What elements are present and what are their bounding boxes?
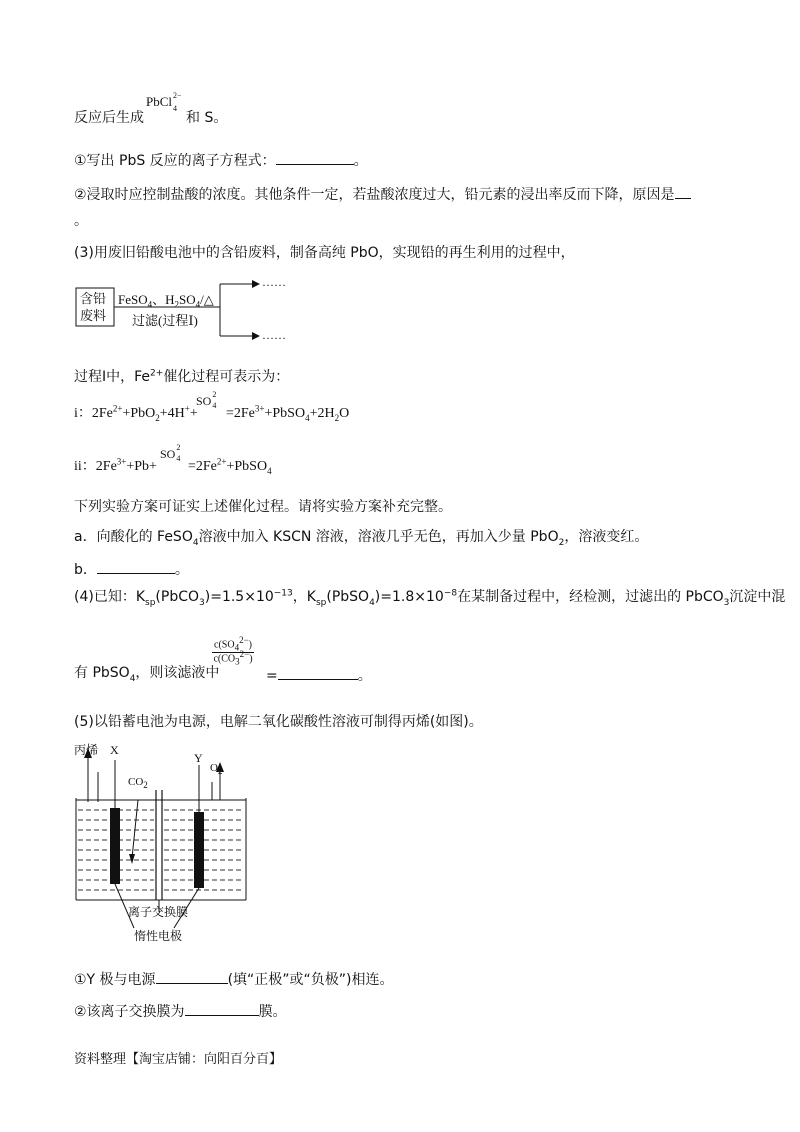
line-pbcl4-post: 和 S。 — [186, 110, 228, 126]
plan-b — [74, 560, 189, 577]
text-pre: 有 PbSO — [74, 665, 130, 681]
answer-blank[interactable] — [675, 185, 691, 199]
question-2-1 — [74, 151, 368, 168]
o2-text: O — [210, 762, 218, 774]
sub: 3 — [235, 656, 240, 667]
label-x: X — [110, 743, 119, 757]
sulfate-ion-2 — [160, 443, 183, 463]
text-pre: 反应后生成 — [74, 110, 144, 126]
end-mark: 。 — [353, 153, 368, 169]
eq-term: +4H — [159, 406, 185, 421]
sulfate-ion-1 — [196, 390, 219, 410]
question-2-2 — [74, 185, 691, 202]
eq-term: +Pb+ — [126, 459, 157, 474]
cell-outline — [76, 790, 246, 900]
answer-blank[interactable] — [276, 151, 354, 165]
text: (PbSO — [326, 589, 370, 605]
electrode-x — [110, 808, 120, 884]
box-label-1: 含铅 — [80, 291, 107, 306]
formula-pbcl4 — [146, 91, 182, 113]
co2-label — [128, 776, 148, 791]
sub: 4 — [176, 454, 181, 463]
eq-term: +PbO — [122, 406, 156, 421]
end-mark: 。 — [174, 562, 189, 578]
reagent-so: SO — [179, 292, 196, 307]
eq-term: +PbSO — [226, 459, 268, 474]
answer-blank[interactable] — [185, 1002, 259, 1016]
plan-a — [74, 529, 649, 548]
heat-mark: /△ — [200, 292, 214, 307]
arrow-bottom — [252, 332, 260, 340]
text: (PbCO — [155, 589, 200, 605]
text-pre: b． — [74, 562, 97, 578]
sub: 4 — [369, 597, 375, 608]
fraction — [212, 635, 254, 667]
text-post: 膜。 — [258, 1004, 287, 1020]
sub: 2 — [217, 766, 223, 777]
sub: 4 — [212, 401, 217, 410]
sep: 、 — [152, 292, 166, 307]
sup: 3+ — [254, 403, 265, 414]
text-post: 催化过程可表示为： — [163, 369, 290, 385]
equation-ii-rhs — [188, 456, 272, 476]
eq-lead: ii：2Fe — [74, 459, 117, 474]
sup: −13 — [273, 588, 293, 599]
pbcl-text: PbCl — [146, 94, 173, 109]
denominator — [212, 648, 254, 667]
text-pre: ②该离子交换膜为 — [74, 1004, 185, 1020]
membrane-label: 离子交换膜 — [128, 905, 189, 919]
text-post: ，溶液变红。 — [564, 529, 649, 545]
text-mid: 溶液中加入 KSCN 溶液，溶液几乎无色，再加入少量 PbO — [198, 529, 559, 545]
question-text: ②浸取时应控制盐酸的浓度。其他条件一定，若盐酸浓度过大，铅元素的浸出率反而下降，原因是 — [74, 187, 675, 203]
text: 在某制备过程中，经检测，过滤出的 PbCO — [457, 589, 724, 605]
electrolyte-dashes — [78, 810, 244, 890]
text-pre: (4)已知：K — [74, 589, 146, 605]
text: )=1.8×10 — [374, 589, 444, 605]
sub: 2 — [334, 412, 340, 423]
sub: 2 — [143, 780, 148, 791]
den-end: ) — [249, 653, 253, 665]
sup: 2 — [176, 443, 181, 452]
co2-arrow — [129, 854, 135, 864]
sub: 2 — [155, 412, 160, 423]
question-5: (5)以铅蓄电池为电源，电解二氧化碳酸性溶液可制得丙烯(如图)。 — [74, 714, 483, 730]
equation-ii — [74, 456, 157, 474]
sup: 2+ — [216, 456, 227, 467]
sub: 3 — [199, 597, 205, 608]
text: ，K — [292, 589, 316, 605]
box-label-2: 废料 — [80, 308, 107, 323]
concentration-ratio — [212, 635, 254, 667]
sub: sp — [145, 597, 156, 608]
equation-i — [74, 403, 198, 423]
den-text: c(CO — [213, 653, 236, 665]
question-5-2 — [74, 1002, 287, 1019]
reagent-feso: FeSO — [118, 292, 148, 307]
plan-intro: 下列实验方案可证实上述催化过程。请将实验方案补充完整。 — [74, 499, 452, 515]
sub: 2 — [558, 537, 565, 548]
sub: 2 — [174, 299, 180, 310]
sub: 4 — [147, 299, 153, 310]
output-top: …… — [262, 275, 286, 289]
eq-term: +2H — [309, 406, 335, 421]
eq-term: O — [339, 406, 350, 421]
text-pre: ①Y 极与电源 — [74, 972, 156, 988]
sub: 4 — [195, 299, 201, 310]
o2-label — [210, 762, 223, 777]
co2-text: CO — [128, 776, 144, 788]
equation-i-rhs — [226, 403, 350, 423]
eq-term: =2Fe — [188, 459, 217, 474]
text: )=1.5×10 — [204, 589, 274, 605]
eq-term: =2Fe — [226, 406, 255, 421]
text: 沉淀中混 — [729, 589, 786, 605]
ratio-answer — [266, 666, 372, 683]
sup: 2+ — [112, 403, 123, 414]
end-mark: 。 — [357, 668, 372, 684]
sub: 4 — [192, 537, 199, 548]
answer-blank[interactable] — [278, 666, 358, 680]
footer-credit: 资料整理【淘宝店铺：向阳百分百】 — [74, 1052, 283, 1067]
question-4-line2 — [74, 665, 220, 684]
text-mid: ，则该滤液中 — [135, 665, 220, 681]
sub: 4 — [234, 642, 240, 653]
sup: 2 — [212, 390, 217, 399]
text-pre: 过程Ⅰ中，Fe — [74, 369, 151, 385]
text-post: (填“正极”或“负极”)相连。 — [227, 972, 394, 988]
sup: 2− — [239, 635, 249, 645]
reagents-label — [118, 292, 214, 310]
eq-lead: i：2Fe — [74, 406, 113, 421]
so-text: SO — [160, 447, 176, 461]
line-pbcl4 — [74, 111, 144, 125]
co2-inlet — [132, 800, 138, 858]
sup: + — [184, 403, 190, 414]
pbcl-sub: 4 — [173, 104, 178, 113]
sup: −8 — [443, 588, 458, 599]
label-y: Y — [194, 751, 203, 765]
num-text: c(SO — [214, 639, 235, 651]
eq-term: +PbSO — [264, 406, 306, 421]
reagent-h: H — [165, 292, 175, 307]
question-5-1 — [74, 970, 394, 987]
answer-blank[interactable] — [97, 560, 175, 574]
pbcl-sup: 2− — [173, 91, 182, 100]
output-bottom: …… — [262, 328, 286, 342]
text-pre: a．向酸化的 FeSO — [74, 529, 193, 545]
answer-blank[interactable] — [156, 970, 228, 984]
so-text: SO — [196, 394, 212, 408]
process-label: 过滤(过程Ⅰ) — [132, 313, 198, 328]
question-3: (3)用废旧铅酸电池中的含铅废料，制备高纯 PbO，实现铅的再生利用的过程中， — [74, 245, 575, 261]
question-2-2-end: 。 — [74, 213, 88, 229]
eq-term: + — [189, 406, 198, 421]
sub: 4 — [305, 412, 310, 423]
equals: = — [266, 668, 278, 684]
num-end: ) — [248, 639, 252, 651]
sub: 4 — [267, 465, 272, 476]
question-4 — [74, 588, 786, 608]
question-text: ①写出 PbS 反应的离子方程式： — [74, 153, 276, 169]
sup: 2− — [239, 648, 250, 659]
sup: 2+ — [150, 368, 164, 379]
electrolysis-diagram — [74, 740, 304, 943]
sub: 3 — [723, 597, 730, 608]
electrode-label: 惰性电极 — [134, 929, 183, 943]
propylene-label: 丙烯 — [74, 743, 99, 757]
sub: sp — [315, 597, 327, 608]
sub: 4 — [129, 673, 136, 684]
arrow-top — [252, 280, 260, 288]
catalysis-intro — [74, 370, 289, 384]
electrode-y — [194, 812, 204, 888]
sup: 3+ — [116, 456, 127, 467]
